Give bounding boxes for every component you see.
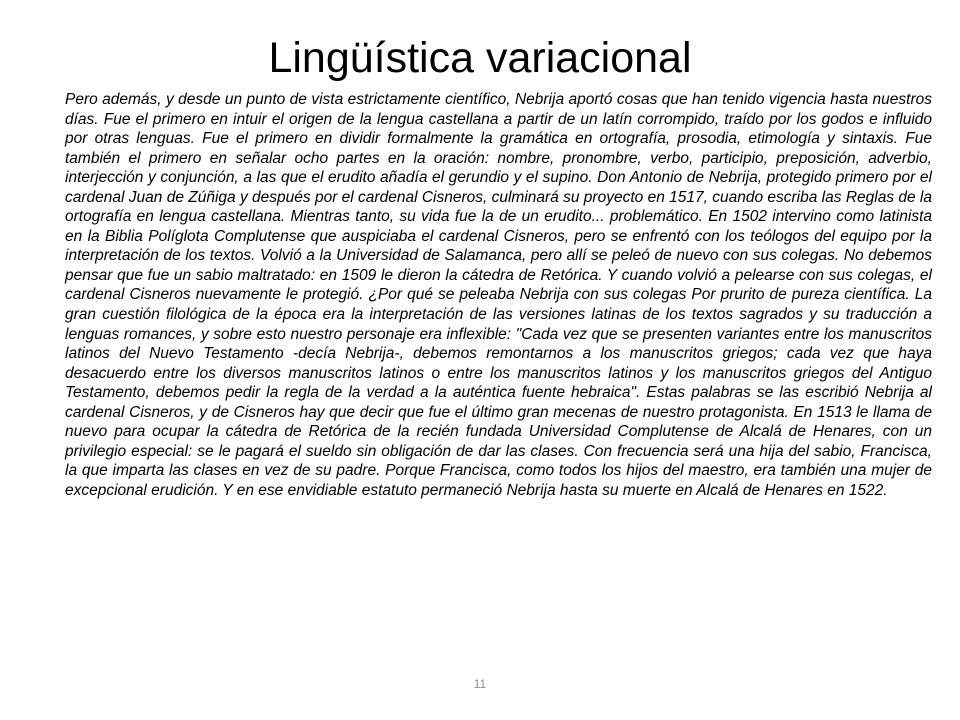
slide-number: 11 [473, 677, 487, 691]
slide-title: Lingüística variacional [268, 34, 692, 82]
slide-body-text: Pero además, y desde un punto de vista estrictamente científico, Nebrija aportó cosas que han tenido vigencia hasta nuestros días. Fue el primero en intuir el origen de la lengua castellana a partir de un latín corrompido, traído por los godos e influido por otras lenguas. Fue el primero en dividir formalmente la gramática en ortografía, prosodia, etimología y sintaxis. Fue también el primero en señalar ocho partes en la oración: nombre, pronombre, verbo, participio, preposición, adverbio, interjección y conjunción, a las que el erudito añadía el gerundio y el supino. Don Antonio de Nebrija, protegido primero por el cardenal Juan de Zúñiga y después por el cardenal Cisneros, culminará su proyecto en 1517, cuando escriba las Reglas de la ortografía en lengua castellana. Mientras tanto, su vida fue la de un erudito... problemático. En 1502 intervino como latinista en la Biblia Políglota Complutense que auspiciaba el cardenal Cisneros, pero se enfrentó con los teólogos del equipo por la interpretación de los textos. Volvió a la Universidad de Salamanca, pero allí se peleó de nuevo con sus colegas. No debemos pensar que fue un sabio maltratado: en 1509 le dieron la cátedra de Retórica. Y cuando volvió a pelearse con sus colegas, el cardenal Cisneros nuevamente le protegió. ¿Por qué se peleaba Nebrija con sus colegas Por prurito de pureza científica. La gran cuestión filológica de la época era la interpretación de las versiones latinas de los textos sagrados y su traducción a lenguas romances, y sobre esto nuestro personaje era inflexible: "Cada vez que se presenten variantes entre los manuscritos latinos del Nuevo Testamento -decía Nebrija-, debemos remontarnos a los manuscritos griegos; cada vez que haya desacuerdo entre los diversos manuscritos latinos o entre los manuscritos latinos y los manuscritos griegos del Antiguo Testamento, debemos pedir la regla de la verdad a la auténtica fuente hebraica". Estas palabras se las escribió Nebrija al cardenal Cisneros, y de Cisneros hay que decir que fue el último gran mecenas de nuestro protagonista. En 1513 le llama de nuevo para ocupar la cátedra de Retórica de la recién fundada Universidad Complutense de Alcalá de Henares, con un privilegio especial: se le pagará el sueldo sin obligación de dar las clases. Con frecuencia será una hija del sabio, Francisca, la que imparta las clases en vez de su padre. Porque Francisca, como todos los hijos del maestro, era también una mujer de excepcional erudición. Y en ese envidiable estatuto permaneció Nebrija hasta su muerte en Alcalá de Henares en 1522. [65, 91, 932, 499]
